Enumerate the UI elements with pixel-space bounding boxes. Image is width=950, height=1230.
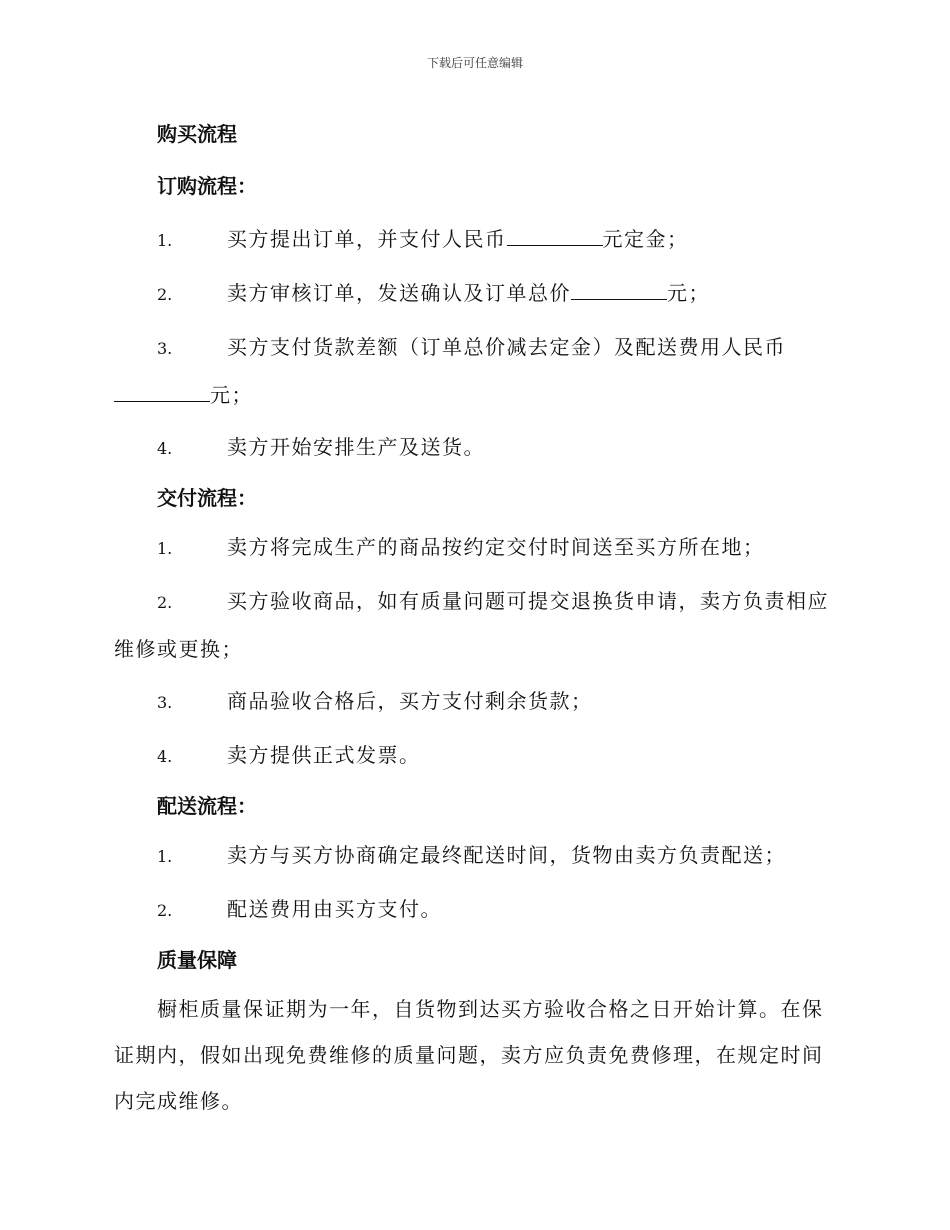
fill-blank <box>507 225 603 246</box>
shipping-title: 配送流程： <box>157 794 257 818</box>
quality-title: 质量保障 <box>157 948 237 972</box>
item-number: 3. <box>157 693 173 712</box>
item-number: 1. <box>157 847 173 866</box>
delivery-title: 交付流程： <box>157 486 257 510</box>
item-number: 1. <box>157 539 173 558</box>
order-item-2 <box>114 270 834 318</box>
shipping-item-2 <box>114 886 834 934</box>
item-text: 卖方审核订单，发送确认及订单总价 <box>227 281 571 305</box>
order-item-4 <box>114 424 834 472</box>
item-text-after: 元定金； <box>602 227 689 251</box>
item-number: 2. <box>157 593 173 612</box>
item-text: 卖方与买方协商确定最终配送时间，货物由卖方负责配送； <box>227 843 786 867</box>
delivery-item-2 <box>114 578 834 672</box>
item-text: 卖方提供正式发票。 <box>227 743 421 767</box>
shipping-item-1 <box>114 832 834 880</box>
item-text: 配送费用由买方支付。 <box>227 897 442 921</box>
item-text: 买方支付货款差额（订单总价减去定金）及配送费用人民币 <box>227 335 786 359</box>
item-text: 买方提出订单，并支付人民币 <box>227 227 507 251</box>
fill-blank <box>114 381 210 402</box>
item-text-after: 元； <box>667 281 710 305</box>
item-text-cont: 维修或更换； <box>114 637 243 661</box>
delivery-item-1 <box>114 524 834 572</box>
item-number: 3. <box>157 339 173 358</box>
item-number: 2. <box>157 285 173 304</box>
order-item-1 <box>114 216 834 264</box>
purchase-title: 购买流程 <box>157 122 237 146</box>
fill-blank <box>571 279 667 300</box>
item-number: 4. <box>157 747 173 766</box>
delivery-item-4 <box>114 732 834 780</box>
item-number: 2. <box>157 901 173 920</box>
item-text: 卖方将完成生产的商品按约定交付时间送至买方所在地； <box>227 535 765 559</box>
quality-paragraph: 橱柜质量保证期为一年，自货物到达买方验收合格之日开始计算。在保证期内，假如出现免费维修的质量问题，卖方应负责免费修理，在规定时间内完成维修。 <box>114 997 824 1113</box>
item-text-after: 元； <box>210 383 253 407</box>
document-content <box>114 108 834 1124</box>
item-text: 卖方开始安排生产及送货。 <box>227 435 485 459</box>
header-note: 下载后可任意编辑 <box>426 56 523 70</box>
item-text: 商品验收合格后，买方支付剩余货款； <box>227 689 593 713</box>
order-item-3 <box>114 324 834 418</box>
item-text: 买方验收商品，如有质量问题可提交退换货申请，卖方负责相应 <box>227 589 829 613</box>
item-number: 4. <box>157 439 173 458</box>
order-title: 订购流程： <box>157 174 257 198</box>
item-number: 1. <box>157 231 173 250</box>
delivery-item-3 <box>114 678 834 726</box>
